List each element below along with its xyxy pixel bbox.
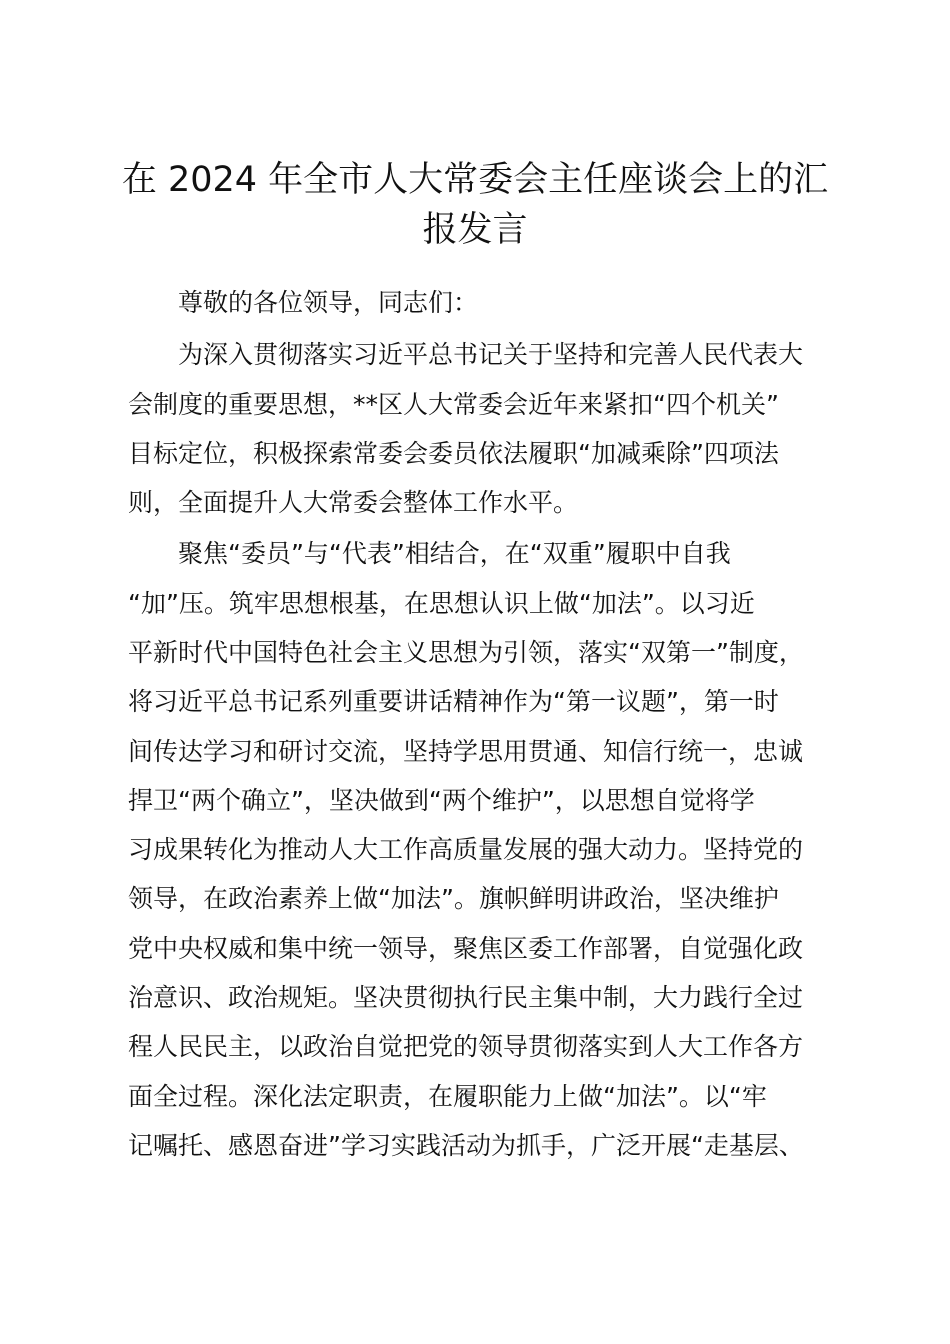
paragraph-2-line-8: 领导，在政治素养上做“加法”。旗帜鲜明讲政治，坚决维护 xyxy=(128,884,779,913)
paragraph-2-line-5: 间传达学习和研讨交流，坚持学思用贯通、知信行统一，忠诚 xyxy=(128,737,804,766)
paragraph-2-line-1: 聚焦“委员”与“代表”相结合，在“双重”履职中自我 xyxy=(178,539,731,568)
paragraph-2-line-9: 党中央权威和集中统一领导，聚焦区委工作部署，自觉强化政 xyxy=(128,934,804,963)
paragraph-2-line-2: “加”压。筑牢思想根基，在思想认识上做“加法”。以习近 xyxy=(128,589,755,618)
document-title-line-2: 报发言 xyxy=(422,210,528,250)
paragraph-2-line-7: 习成果转化为推动人大工作高质量发展的强大动力。坚持党的 xyxy=(128,835,804,864)
document-title-line-1: 在 2024 年全市人大常委会主任座谈会上的汇 xyxy=(121,160,829,200)
paragraph-2-line-4: 将习近平总书记系列重要讲话精神作为“第一议题”，第一时 xyxy=(128,687,779,716)
paragraph-2-line-12: 面全过程。深化法定职责，在履职能力上做“加法”。以“牢 xyxy=(128,1082,767,1111)
salutation: 尊敬的各位领导，同志们： xyxy=(178,288,479,317)
paragraph-2-line-13: 记嘱托、感恩奋进”学习实践活动为抓手，广泛开展“走基层、 xyxy=(128,1131,804,1160)
paragraph-2-line-10: 治意识、政治规矩。坚决贯彻执行民主集中制，大力践行全过 xyxy=(128,983,804,1012)
paragraph-1-line-1: 为深入贯彻落实习近平总书记关于坚持和完善人民代表大 xyxy=(178,340,804,369)
paragraph-2-line-11: 程人民民主，以政治自觉把党的领导贯彻落实到人大工作各方 xyxy=(128,1032,804,1061)
paragraph-2-line-6: 捍卫“两个确立”，坚决做到“两个维护”，以思想自觉将学 xyxy=(128,786,755,815)
paragraph-1-line-3: 目标定位，积极探索常委会委员依法履职“加减乘除”四项法 xyxy=(128,439,779,468)
paragraph-1-line-4: 则，全面提升人大常委会整体工作水平。 xyxy=(128,488,579,517)
paragraph-2-line-3: 平新时代中国特色社会主义思想为引领，落实“双第一”制度， xyxy=(128,638,804,667)
paragraph-1-line-2: 会制度的重要思想，**区人大常委会近年来紧扣“四个机关” xyxy=(128,390,779,419)
